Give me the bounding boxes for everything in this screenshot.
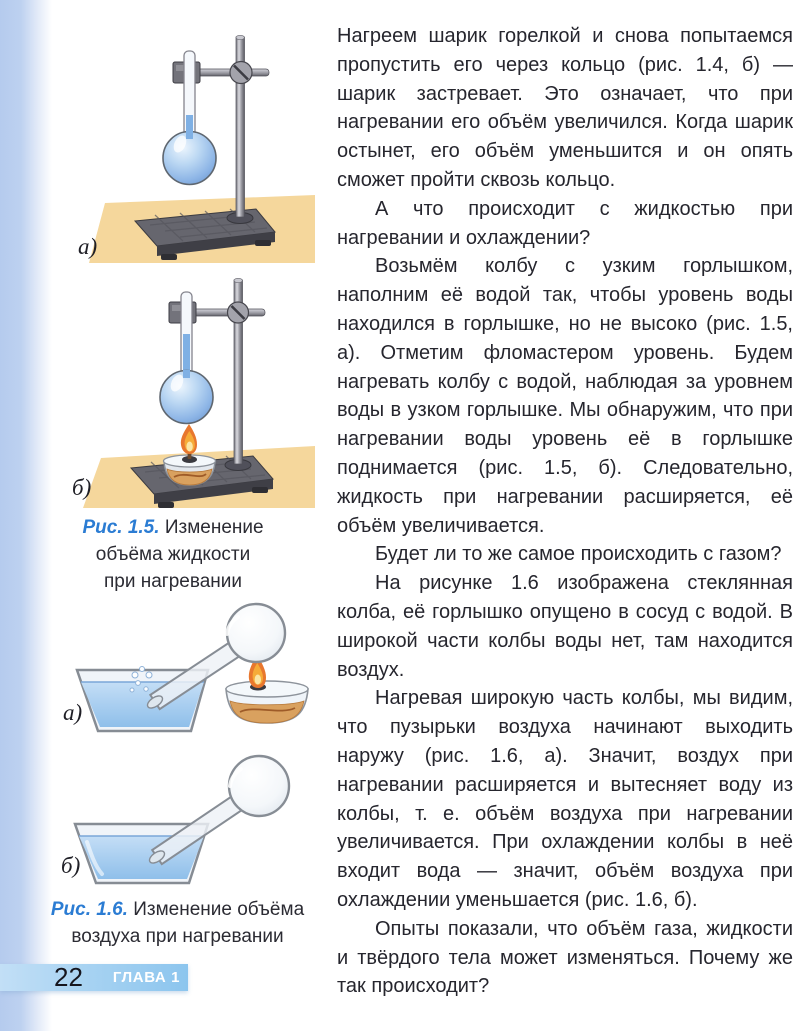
- figure-1-6-caption-line2: воздуха при нагревании: [71, 926, 284, 947]
- figure-1-5-b-label: б): [72, 475, 92, 500]
- stand-flask-illustration: [55, 25, 315, 265]
- stand-flask-burner-illustration: [55, 278, 315, 510]
- paragraph-1: Нагреем шарик горелкой и снова попытаемся пропустить его через кольцо (рис. 1.4, б) — шарик застревает. Это означает, что при нагревании его объём увеличился. Когда шарик остынет, его объём уменьшится и он опять сможет пройти сквозь кольцо.: [337, 25, 793, 191]
- paragraph-4: Будет ли то же самое происходить с газом?: [375, 543, 782, 566]
- figure-1-5-a-label: а): [78, 234, 98, 259]
- page-number: 22: [54, 962, 83, 992]
- body-text-column: [337, 22, 793, 1001]
- flame-icon: [181, 424, 197, 454]
- figure-1-6-b-flask-bowl: [45, 752, 330, 892]
- figure-1-5-caption-number: Рис. 1.5.: [82, 517, 160, 538]
- chapter-badge: ГЛАВА 1: [112, 969, 181, 986]
- figure-1-5-caption-line3: при нагревании: [103, 571, 243, 592]
- paragraph-6: Нагревая широкую часть колбы, мы видим, что пузырьки воздуха начинают выходить наружу (рис. 1.6, а). Значит, воздух при нагревании расширяется и вытесняет воду из колбы, т. е. объём воздуха при нагревании увеличивается. При охлаждении колбы в неё входит вода — значит, объём воздуха при охлаждении уменьшается (рис. 1.6, б).: [337, 687, 793, 911]
- flask-bowl-illustration: [45, 752, 330, 892]
- figure-1-5-caption-line2: объёма жидкости: [95, 544, 251, 565]
- figure-1-5-a-stand-flask: [55, 25, 315, 265]
- tilted-flask: [147, 756, 289, 865]
- paragraph-2: А что происходит с жидкостью при нагревании и охлаждении?: [337, 197, 793, 249]
- footer-bar: [0, 964, 188, 991]
- figure-1-6-a-label: а): [63, 700, 83, 725]
- figure-1-6-caption-line1: Изменение объёма: [133, 899, 305, 920]
- flask-bowl-burner-illustration: [45, 595, 330, 745]
- figure-1-5-caption: [62, 514, 284, 595]
- paragraph-5: На рисунке 1.6 изображена стеклянная колба, её горлышко опущено в сосуд с водой. В широкой части колбы воды нет, там находится воздух.: [337, 572, 793, 681]
- figure-1-6-caption-number: Рис. 1.6.: [50, 899, 128, 920]
- figure-1-6-a-flask-bowl-burner: [45, 595, 330, 745]
- figure-1-6-b-label: б): [61, 853, 81, 878]
- figure-1-5-caption-line1: Изменение: [164, 517, 264, 538]
- spirit-lamp: [226, 678, 308, 723]
- figure-1-5-b-stand-flask-burner: [55, 278, 315, 510]
- figure-1-6-caption: [35, 896, 320, 950]
- paragraph-7: Опыты показали, что объём газа, жидкости и твёрдого тела может изменяться. Почему же так происходит?: [337, 917, 793, 998]
- paragraph-3: Возьмём колбу с узким горлышком, наполним её водой так, чтобы уровень воды находился в горлышке, но не высоко (рис. 1.5, а). Отметим фломастером уровень. Будем нагревать колбу с водой, наблюдая за уровнем воды в узком горлышке. Мы обнаружим, что при нагревании воды уровень её в горлышке поднимается (рис. 1.5, б). Следовательно, жидкость при нагревании расширяется, её объём увеличивается.: [337, 255, 793, 537]
